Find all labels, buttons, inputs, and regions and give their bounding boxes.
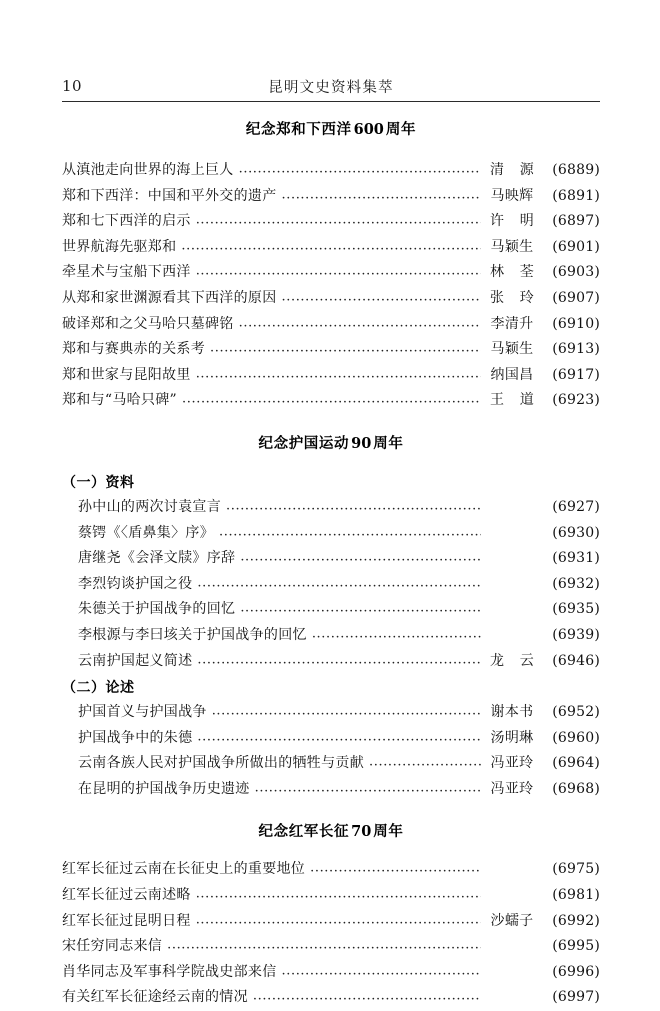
toc-entry-title: 郑和世家与昆阳故里 <box>62 366 191 383</box>
toc-entry-title: 朱德关于护国战争的回忆 <box>78 601 236 618</box>
toc-entry-title: 护国首义与护国战争 <box>78 704 207 721</box>
toc-entry-title: 郑和与“马哈只碑” <box>62 392 178 409</box>
toc-entry-page: (6968) <box>552 780 600 797</box>
toc-entry[interactable] <box>62 700 600 726</box>
toc-entry-page: (6964) <box>552 755 600 772</box>
dot-leader <box>282 962 482 976</box>
toc-entry-title: 云南各族人民对护国战争所做出的牺牲与贡献 <box>78 755 364 772</box>
toc-entry-page: (6917) <box>552 366 600 383</box>
toc-entry[interactable] <box>62 521 600 547</box>
toc-entry[interactable] <box>62 649 600 675</box>
toc-entry-author: 许 明 <box>490 213 534 230</box>
dot-leader <box>312 625 481 639</box>
section-heading-number: 70 <box>351 823 372 841</box>
dot-leader <box>282 288 482 302</box>
toc-entry-page: (6946) <box>552 652 600 669</box>
toc-entry-title: 红军长征过昆明日程 <box>62 912 191 929</box>
toc-entry-title: 宋任穷同志来信 <box>62 938 163 955</box>
toc-entry-author: 沙蠕子 <box>490 912 534 929</box>
dot-leader <box>219 523 481 537</box>
toc-entry[interactable] <box>62 235 600 261</box>
toc-entry[interactable] <box>62 158 600 184</box>
section-heading-suffix: 周年 <box>373 434 404 452</box>
dot-leader <box>196 262 481 276</box>
section-heading <box>62 118 600 139</box>
dot-leader <box>253 987 481 1001</box>
toc-entry-page: (6910) <box>552 315 600 332</box>
dot-leader <box>181 237 481 251</box>
toc-entry-author: 龙 云 <box>490 652 534 669</box>
toc-entry-page: (6927) <box>552 498 600 515</box>
toc-entry-page: (6975) <box>552 861 600 878</box>
toc-entry-author: 张 玲 <box>490 289 534 306</box>
toc-entry-page: (6996) <box>552 963 600 980</box>
toc-entry-title: 有关红军长征途经云南的情况 <box>62 989 248 1006</box>
toc-entry-page: (6891) <box>552 187 600 204</box>
toc-entry-page: (6923) <box>552 392 600 409</box>
toc-entry[interactable] <box>62 184 600 210</box>
toc-entry-title: 肖华同志及军事科学院战史部来信 <box>62 963 277 980</box>
dot-leader <box>196 885 481 899</box>
toc-entry-title: 红军长征过云南在长征史上的重要地位 <box>62 861 306 878</box>
heading-spacer <box>62 453 600 469</box>
toc-entry-page: (6897) <box>552 213 600 230</box>
toc-entry-author: 马映辉 <box>490 187 534 204</box>
toc-entry-title: 唐继尧《会泽文牍》序辞 <box>78 550 236 567</box>
toc-entry-author: 马颖生 <box>490 238 534 255</box>
dot-leader <box>212 702 481 716</box>
toc-entry[interactable] <box>62 597 600 623</box>
toc-entry-page: (6889) <box>552 162 600 178</box>
toc-entry[interactable] <box>62 546 600 572</box>
section-spacer <box>62 414 600 432</box>
toc-entry-author: 王 道 <box>490 392 534 409</box>
toc-entry-author: 谢本书 <box>490 704 534 721</box>
dot-leader <box>196 211 481 225</box>
toc-entry-title: 李根源与李曰垓关于护国战争的回忆 <box>78 626 307 643</box>
toc-entry-title: 孙中山的两次讨袁宣言 <box>78 498 221 515</box>
toc-entry-title: 从滇池走向世界的海上巨人 <box>62 162 234 178</box>
dot-leader <box>197 651 481 665</box>
heading-spacer <box>62 139 600 158</box>
section-heading-text: 纪念护国运动 <box>258 434 350 452</box>
toc-entry-author: 汤明琳 <box>490 729 534 746</box>
section-heading-number: 600 <box>353 121 384 138</box>
dot-leader <box>197 574 481 588</box>
toc-entry-author: 清 源 <box>490 162 534 178</box>
dot-leader <box>196 911 481 925</box>
dot-leader <box>210 339 481 353</box>
toc-entry-title: 红军长征过云南述略 <box>62 887 191 904</box>
toc-entry-author: 林 荃 <box>490 264 534 281</box>
toc-entry-title: 郑和七下西洋的启示 <box>62 213 191 230</box>
toc-entry-page: (6907) <box>552 289 600 306</box>
toc-entry-page: (6952) <box>552 704 600 721</box>
toc-entry-page: (6935) <box>552 601 600 618</box>
toc-entry-title: 郑和下西洋：中国和平外交的遗产 <box>62 187 277 204</box>
toc-entry-title: 蔡锷《〈盾鼻集〉序》 <box>78 524 214 541</box>
toc-entry-title: 在昆明的护国战争历史遗迹 <box>78 780 250 797</box>
toc-entry[interactable] <box>62 960 600 986</box>
dot-leader <box>310 859 481 873</box>
dot-leader <box>167 936 481 950</box>
toc-entry-page: (6981) <box>552 887 600 904</box>
running-title: 昆明文史资料集萃 <box>268 79 394 96</box>
toc-subsection-label: （二）论述 <box>62 680 135 697</box>
section-heading-number: 90 <box>351 434 372 452</box>
section-heading <box>62 432 600 453</box>
toc-entry[interactable] <box>62 337 600 363</box>
toc-entry-title: 世界航海先驱郑和 <box>62 238 177 255</box>
toc-entry[interactable] <box>62 985 600 1011</box>
dot-leader <box>240 548 481 562</box>
dot-leader <box>255 779 481 793</box>
toc-entry-title: 破译郑和之父马哈只墓碑铭 <box>62 315 234 332</box>
toc-entry-title: 从郑和家世渊源看其下西洋的原因 <box>62 289 277 306</box>
toc-entry-page: (6930) <box>552 524 600 541</box>
toc-entry[interactable] <box>62 260 600 286</box>
toc-entry[interactable] <box>62 777 600 803</box>
toc-entry-page: (6932) <box>552 575 600 592</box>
toc-entry[interactable] <box>62 909 600 935</box>
toc-entry-author: 纳国昌 <box>490 366 534 383</box>
toc-entry[interactable] <box>62 857 600 883</box>
toc-entry-page: (6901) <box>552 238 600 255</box>
section-heading-suffix: 周年 <box>385 121 417 138</box>
toc-entry-author: 马颖生 <box>490 341 534 358</box>
toc-entry-page: (6960) <box>552 729 600 746</box>
toc-entry[interactable] <box>62 312 600 338</box>
section-heading-text: 纪念红军长征 <box>258 823 350 841</box>
toc-entry[interactable] <box>62 286 600 312</box>
section-heading-suffix: 周年 <box>373 823 404 841</box>
toc-entry[interactable] <box>62 623 600 649</box>
toc-entry-page: (6997) <box>552 989 600 1006</box>
page-folio: 10 <box>62 77 83 95</box>
toc-entry[interactable] <box>62 934 600 960</box>
toc-entry-title: 云南护国起义简述 <box>78 652 193 669</box>
section-spacer <box>62 802 600 820</box>
toc-entry[interactable] <box>62 209 600 235</box>
dot-leader <box>197 728 481 742</box>
toc-entry-page: (6992) <box>552 912 600 929</box>
toc-entry-page: (6913) <box>552 341 600 358</box>
running-header <box>62 74 600 98</box>
section-heading <box>62 820 600 841</box>
header-rule <box>62 101 600 102</box>
dot-leader <box>240 599 481 613</box>
toc-entry-page: (6939) <box>552 626 600 643</box>
toc-content <box>62 118 600 1011</box>
toc-entry-page: (6995) <box>552 938 600 955</box>
toc-entry[interactable] <box>62 726 600 752</box>
dot-leader <box>226 497 481 511</box>
toc-entry-author: 冯亚玲 <box>490 755 534 772</box>
toc-entry[interactable] <box>62 572 600 598</box>
dot-leader <box>239 314 481 328</box>
toc-entry-page: (6931) <box>552 550 600 567</box>
toc-entry[interactable] <box>62 883 600 909</box>
toc-entry-title: 护国战争中的朱德 <box>78 729 193 746</box>
toc-entry[interactable] <box>62 751 600 777</box>
heading-spacer <box>62 841 600 857</box>
toc-entry-title: 牵星术与宝船下西洋 <box>62 264 191 281</box>
dot-leader <box>369 753 481 767</box>
dot-leader <box>196 365 481 379</box>
toc-entry-author: 李清升 <box>490 315 534 332</box>
section-heading-text: 纪念郑和下西洋 <box>245 121 352 138</box>
toc-entry[interactable] <box>62 495 600 521</box>
dot-leader <box>282 186 482 200</box>
toc-entry[interactable] <box>62 388 600 414</box>
toc-subsection-label: （一）资料 <box>62 474 135 491</box>
toc-entry-page: (6903) <box>552 264 600 281</box>
dot-leader <box>182 390 481 404</box>
toc-entry-title: 郑和与赛典赤的关系考 <box>62 341 205 358</box>
toc-entry[interactable] <box>62 363 600 389</box>
toc-entry-author: 冯亚玲 <box>490 780 534 797</box>
toc-entry-title: 李烈钧谈护国之役 <box>78 575 193 592</box>
dot-leader <box>239 160 481 174</box>
